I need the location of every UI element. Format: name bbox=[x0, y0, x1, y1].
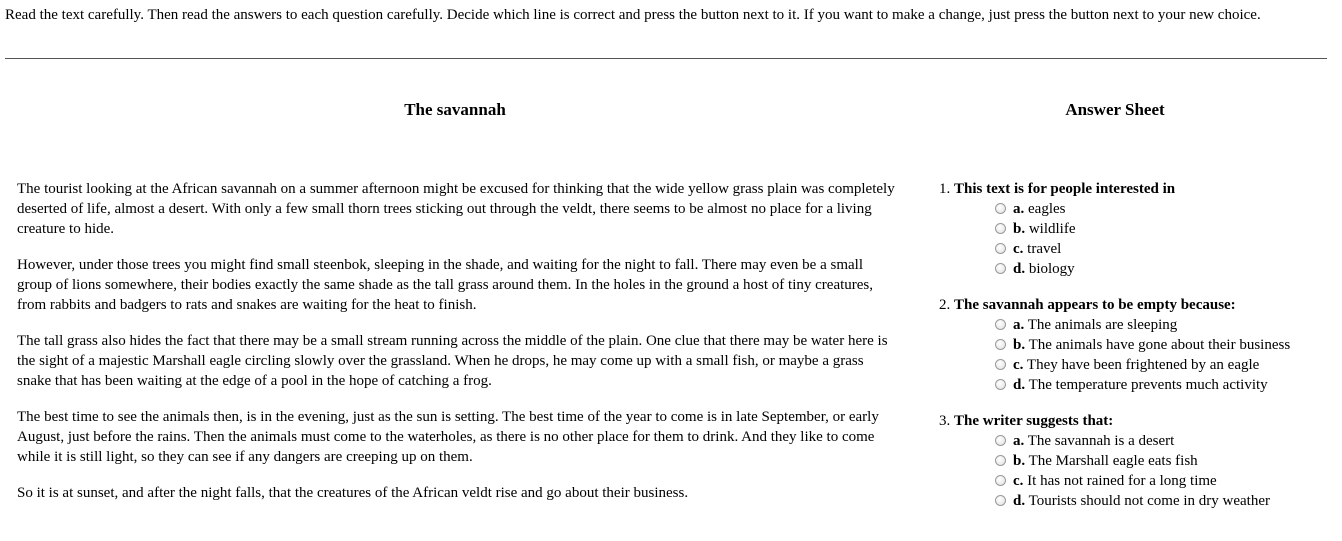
passage-paragraph: So it is at sunset, and after the night falls, that the creatures of the African veldt rise and go about their business. bbox=[17, 485, 689, 501]
radio-button-2d[interactable] bbox=[995, 379, 1006, 390]
radio-button-1b[interactable] bbox=[995, 223, 1006, 234]
option-label: The animals are sleeping bbox=[1027, 317, 1178, 333]
question-text bbox=[939, 179, 1301, 199]
passage-paragraph: However, under those trees you might find small steenbok, sleeping in the shade, and waiting for the night to fall. There may even be a small group of lions somewhere, their bodies exactly the same shade as the tall grass around them. In the holes in the ground a host of tiny creatures, from rabbits and badgers to rats and snakes are waiting for the heat to finish. bbox=[17, 257, 874, 313]
question-3 bbox=[939, 411, 1301, 511]
radio-button-3a[interactable] bbox=[995, 435, 1006, 446]
option-letter: d. bbox=[1013, 261, 1026, 277]
option-label: They have been frightened by an eagle bbox=[1026, 357, 1260, 373]
radio-button-1d[interactable] bbox=[995, 263, 1006, 274]
option-label: Tourists should not come in dry weather bbox=[1028, 493, 1270, 509]
question-number: 1. bbox=[939, 181, 951, 197]
answer-option-3b[interactable] bbox=[939, 451, 1301, 471]
answer-option-1c[interactable] bbox=[939, 239, 1301, 259]
question-2 bbox=[939, 295, 1301, 395]
answer-option-3c[interactable] bbox=[939, 471, 1301, 491]
passage-title: The savannah bbox=[404, 100, 506, 119]
answer-option-2b[interactable] bbox=[939, 335, 1301, 355]
option-label: travel bbox=[1027, 241, 1062, 257]
option-label: wildlife bbox=[1028, 221, 1076, 237]
option-letter: a. bbox=[1013, 201, 1025, 217]
radio-button-1c[interactable] bbox=[995, 243, 1006, 254]
passage-paragraph: The tourist looking at the African savannah on a summer afternoon might be excused for thinking that the wide yellow grass plain was completely deserted of life, almost a desert. With only a few small thorn trees sticking out through the veldt, there seems to be almost no place for a living creature to hide. bbox=[17, 181, 895, 237]
question-number: 2. bbox=[939, 297, 951, 313]
answer-sheet-title: Answer Sheet bbox=[1065, 100, 1165, 119]
answer-option-2a[interactable] bbox=[939, 315, 1301, 335]
option-letter: d. bbox=[1013, 377, 1026, 393]
question-text bbox=[939, 295, 1301, 315]
option-letter: b. bbox=[1013, 221, 1026, 237]
answer-option-3a[interactable] bbox=[939, 431, 1301, 451]
option-letter: a. bbox=[1013, 317, 1025, 333]
option-label: The temperature prevents much activity bbox=[1028, 377, 1268, 393]
option-letter: b. bbox=[1013, 337, 1026, 353]
passage-text bbox=[17, 179, 897, 519]
passage-paragraph: The tall grass also hides the fact that there may be a small stream running across the middle of the plain. One clue that there may be water here is the sight of a majestic Marshall eagle circling slowly over the grassland. When he drops, he may come up with a small fish, or maybe a grass snake that has been waiting at the edge of a pool in the hope of catching a frog. bbox=[17, 333, 888, 389]
radio-button-2a[interactable] bbox=[995, 319, 1006, 330]
question-prompt: The savannah appears to be empty because: bbox=[954, 297, 1236, 313]
radio-button-3b[interactable] bbox=[995, 455, 1006, 466]
answer-sheet bbox=[939, 179, 1301, 527]
option-label: The savannah is a desert bbox=[1027, 433, 1175, 449]
option-letter: d. bbox=[1013, 493, 1026, 509]
answer-option-1b[interactable] bbox=[939, 219, 1301, 239]
answer-option-1a[interactable] bbox=[939, 199, 1301, 219]
question-prompt: The writer suggests that: bbox=[954, 413, 1114, 429]
answer-option-2c[interactable] bbox=[939, 355, 1301, 375]
option-label: The Marshall eagle eats fish bbox=[1028, 453, 1198, 469]
question-number: 3. bbox=[939, 413, 951, 429]
question-prompt: This text is for people interested in bbox=[954, 181, 1176, 197]
option-letter: a. bbox=[1013, 433, 1025, 449]
question-1 bbox=[939, 179, 1301, 279]
option-label: It has not rained for a long time bbox=[1027, 473, 1217, 489]
option-label: The animals have gone about their business bbox=[1028, 337, 1291, 353]
passage-paragraph: The best time to see the animals then, is in the evening, just as the sun is setting. The best time of the year to come is in late September, or early August, just before the rains. Then the animals must come to the waterholes, as there is no other place for them to drink. And they like to come while it is still light, so they can see if any dangers are creeping up on them. bbox=[17, 409, 879, 465]
option-letter: c. bbox=[1013, 357, 1024, 373]
radio-button-1a[interactable] bbox=[995, 203, 1006, 214]
option-letter: c. bbox=[1013, 241, 1024, 257]
radio-button-3c[interactable] bbox=[995, 475, 1006, 486]
option-letter: c. bbox=[1013, 473, 1024, 489]
option-label: biology bbox=[1028, 261, 1075, 277]
answer-option-1d[interactable] bbox=[939, 259, 1301, 279]
instructions-text: Read the text carefully. Then read the answers to each question carefully. Decide which line is correct and press the button next to it. If you want to make a change, just press the button next to your new choice. bbox=[5, 7, 1261, 23]
answer-option-2d[interactable] bbox=[939, 375, 1301, 395]
horizontal-divider bbox=[5, 58, 1327, 59]
answer-option-3d[interactable] bbox=[939, 491, 1301, 511]
option-letter: b. bbox=[1013, 453, 1026, 469]
question-text bbox=[939, 411, 1301, 431]
radio-button-2c[interactable] bbox=[995, 359, 1006, 370]
option-label: eagles bbox=[1028, 201, 1066, 217]
radio-button-2b[interactable] bbox=[995, 339, 1006, 350]
radio-button-3d[interactable] bbox=[995, 495, 1006, 506]
